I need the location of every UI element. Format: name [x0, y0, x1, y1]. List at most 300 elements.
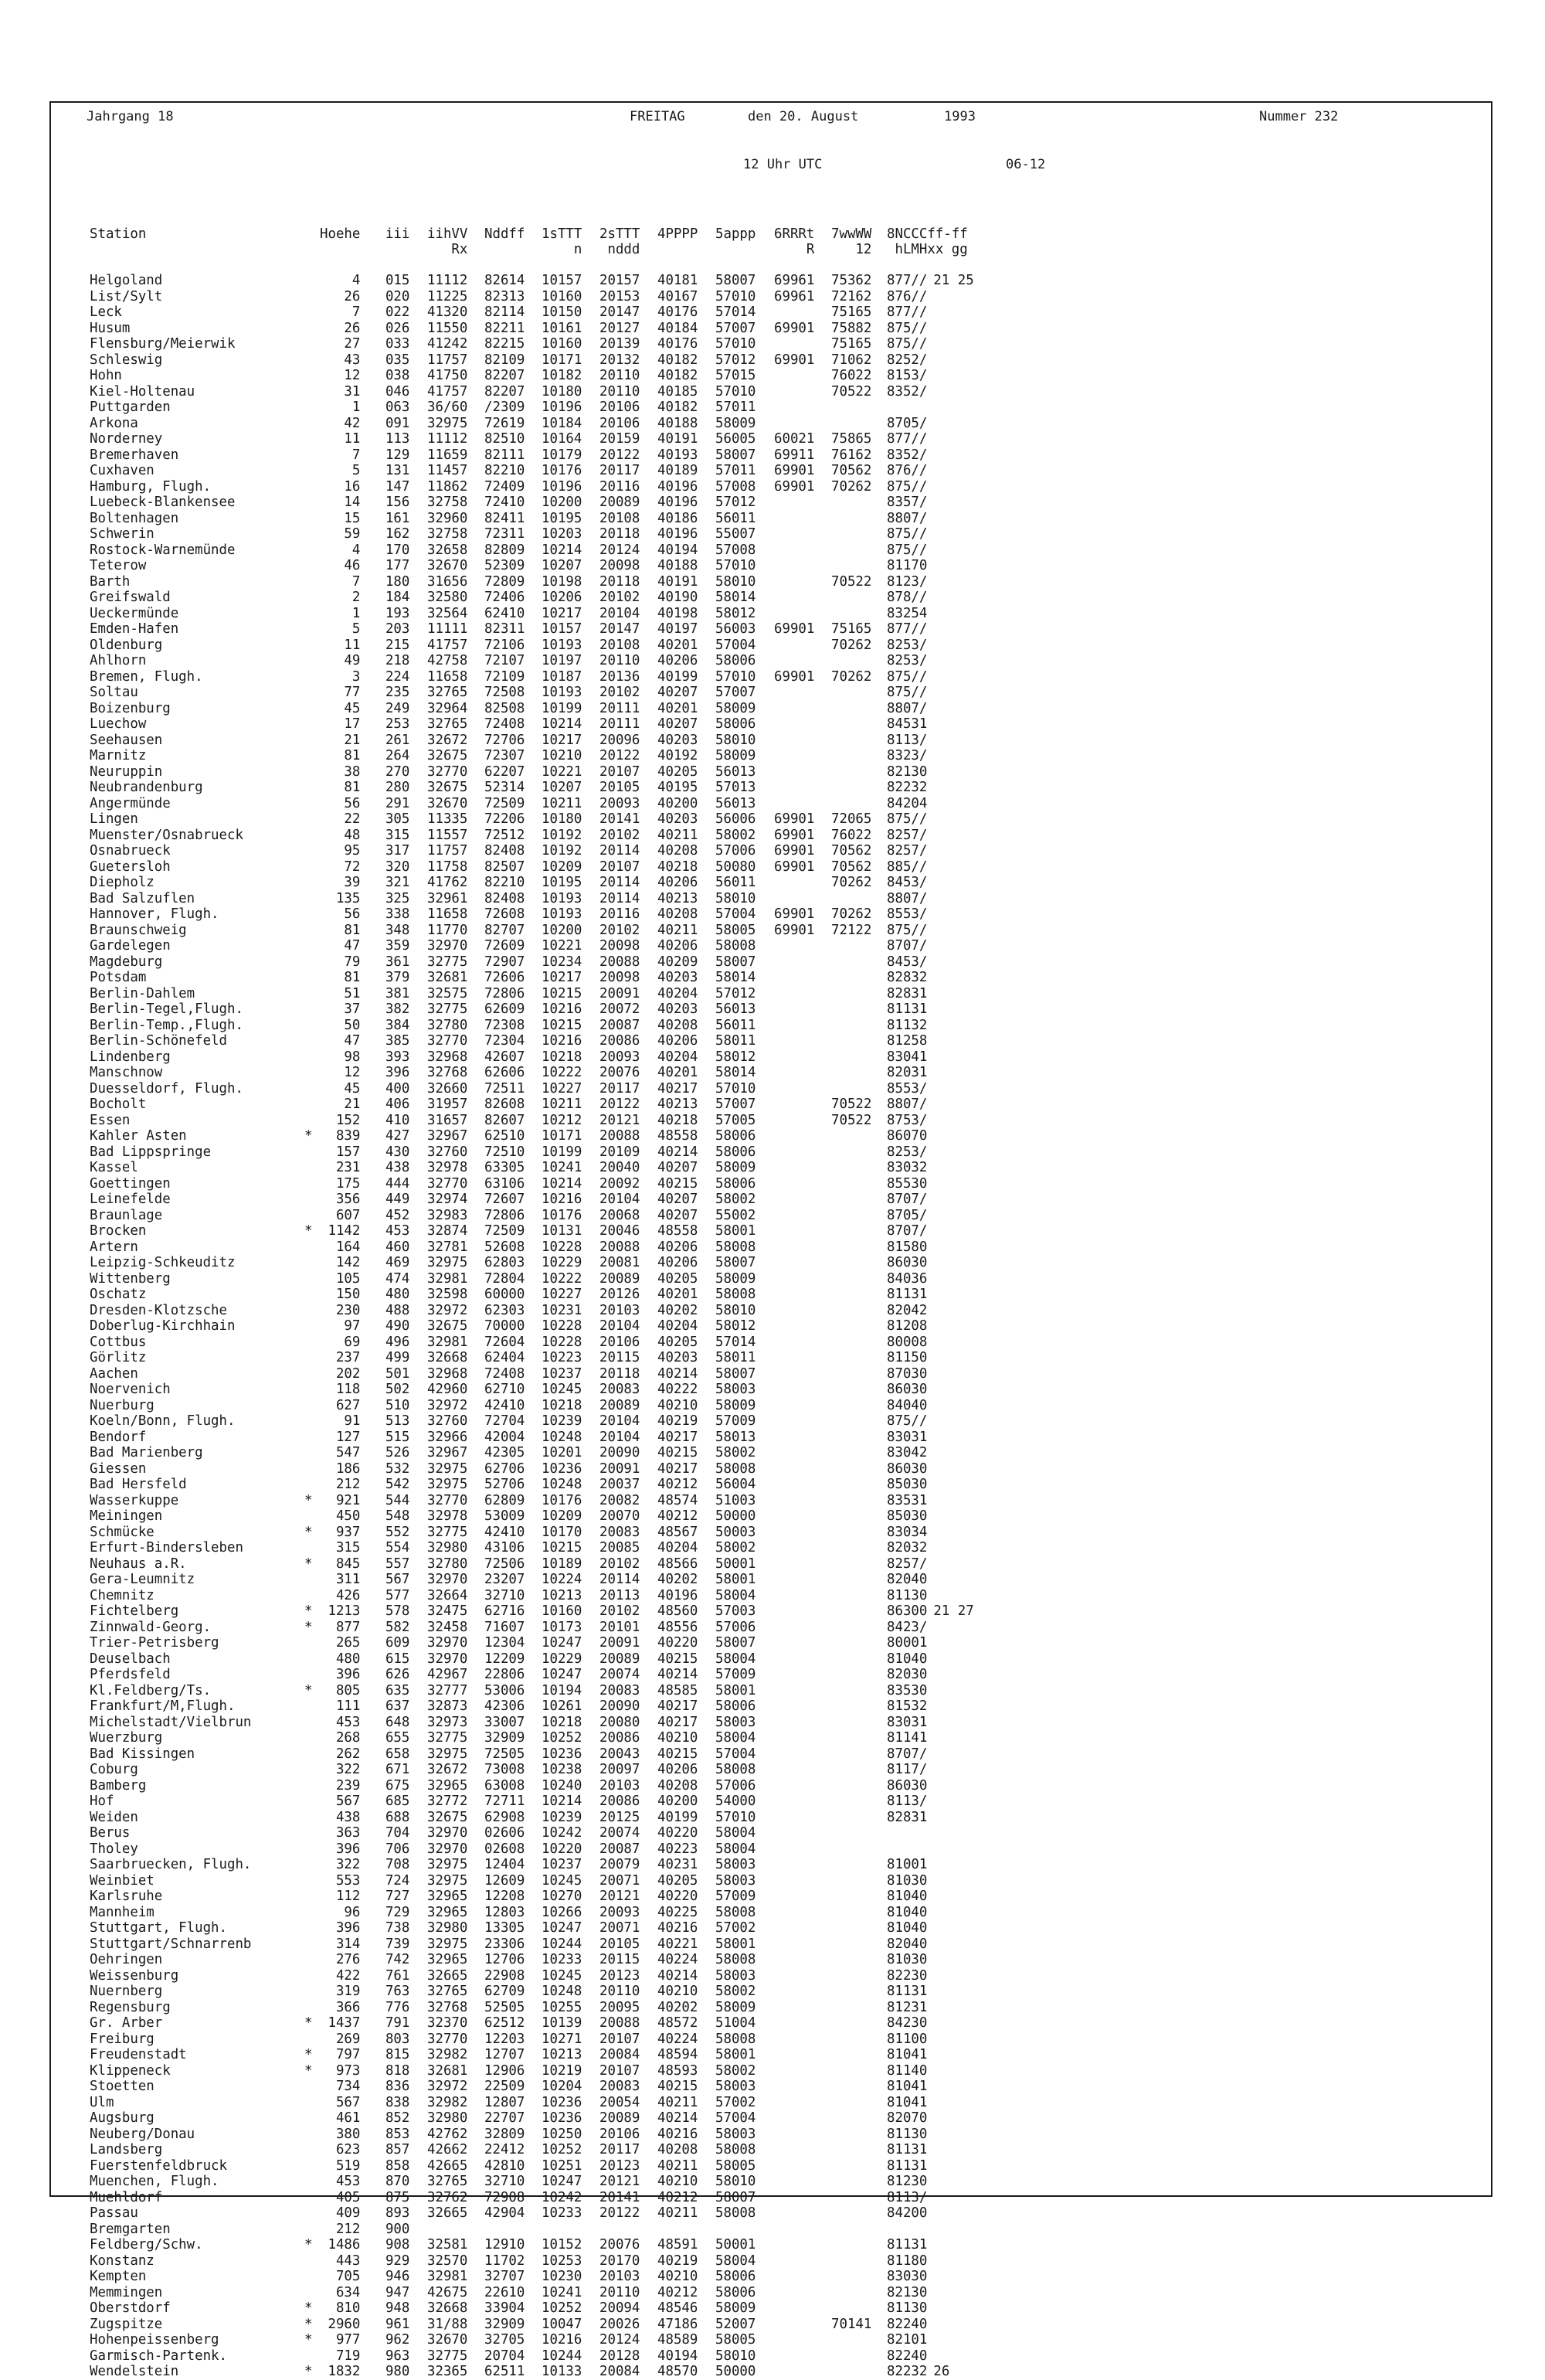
iihvv-cell: 32968 — [427, 1365, 468, 1382]
weather-cell — [814, 2142, 871, 2158]
iii-cell: 359 — [385, 938, 410, 954]
temp-cell: 10209 — [542, 1508, 582, 1524]
pressure-cell: 40214 — [657, 1365, 698, 1382]
pressure-cell: 48546 — [657, 2300, 698, 2316]
col-header-hoehe-sub — [320, 242, 360, 257]
station-name: Boizenburg — [90, 700, 171, 716]
gust-cell — [927, 638, 980, 654]
hoehe-cell: 2 — [351, 590, 361, 605]
station-name: Lingen — [90, 811, 138, 827]
gust-cell — [927, 1620, 980, 1636]
iihvv-cell: 32570 — [427, 2252, 468, 2269]
precip-cell — [756, 1905, 814, 1921]
iihvv-cell: 11225 — [427, 288, 468, 304]
iihvv-cell: 32458 — [427, 1619, 468, 1635]
hoehe-cell: 31 — [344, 383, 361, 400]
nddff-cell: 11702 — [484, 2252, 525, 2269]
iihvv-cell: 32670 — [427, 2332, 468, 2348]
spacer-cell — [90, 257, 980, 273]
precip-cell — [756, 685, 814, 701]
cloud-cell: 85530 — [887, 1175, 928, 1192]
station-name: Luebeck-Blankensee — [90, 495, 236, 510]
table-row — [90, 764, 980, 780]
precip-cell — [756, 1160, 814, 1176]
tendency-cell: 58013 — [715, 1429, 756, 1445]
gust-cell — [927, 1635, 980, 1651]
precip-cell — [756, 1033, 814, 1049]
cloud-cell: 82032 — [887, 1540, 928, 1556]
col-header-iii-sub — [360, 242, 409, 257]
table-row — [90, 2127, 980, 2143]
iii-cell: 858 — [385, 2157, 410, 2174]
iii-cell: 515 — [385, 1429, 410, 1445]
tendency-cell: 58003 — [715, 1382, 756, 1397]
pressure-cell: 48589 — [657, 2332, 698, 2348]
table-row — [90, 1936, 980, 1953]
tendency-cell: 50001 — [715, 2237, 756, 2252]
col-header-5appp: 5appp — [715, 226, 756, 242]
hoehe-cell: 1142 — [328, 1223, 361, 1239]
height-marker: * — [304, 1603, 313, 1619]
height-marker — [304, 685, 320, 701]
weather-cell — [814, 1430, 871, 1446]
gust-cell — [927, 1936, 980, 1953]
pressure-cell: 40211 — [657, 2205, 698, 2221]
pressure-cell: 40203 — [657, 732, 698, 748]
station-name: Diepholz — [90, 875, 154, 890]
temp2-cell: 20105 — [599, 1936, 640, 1952]
nddff-cell: 22412 — [484, 2142, 525, 2157]
col-header-4pppp: 4PPPP — [657, 226, 698, 242]
precip-cell — [756, 780, 814, 796]
temp2-cell: 20114 — [599, 1572, 640, 1587]
precip-cell — [756, 1841, 814, 1858]
hoehe-cell: 212 — [335, 1477, 361, 1492]
temp2-cell: 20091 — [599, 985, 640, 1001]
table-row — [90, 1366, 980, 1382]
gust-cell — [927, 1730, 980, 1746]
weather-cell — [814, 1271, 871, 1287]
temp2-cell: 20093 — [599, 1904, 640, 1920]
table-row — [90, 1239, 980, 1256]
hoehe-cell: 47 — [344, 1033, 361, 1049]
cloud-cell: 81030 — [887, 1872, 928, 1889]
iihvv-cell: 32960 — [427, 510, 468, 526]
iihvv-cell: 32664 — [427, 1587, 468, 1603]
table-row — [90, 304, 980, 321]
temp2-cell: 20102 — [599, 1556, 640, 1572]
tendency-cell: 58008 — [715, 1460, 756, 1477]
tendency-cell: 57012 — [715, 985, 756, 1001]
temp2-cell: 20097 — [599, 1762, 640, 1777]
iihvv-cell: 32775 — [427, 1524, 468, 1540]
iihvv-cell: 32973 — [427, 1714, 468, 1730]
hoehe-cell: 567 — [335, 1794, 361, 1809]
temp2-cell: 20110 — [599, 653, 640, 668]
pressure-cell: 40167 — [657, 288, 698, 304]
height-marker — [304, 828, 320, 844]
cloud-cell: 876// — [887, 288, 928, 304]
tendency-cell: 57010 — [715, 1809, 756, 1825]
nddff-cell: 72511 — [484, 1080, 525, 1096]
cloud-cell: 875// — [887, 336, 928, 352]
cloud-cell: 82230 — [887, 1967, 928, 1984]
iii-cell: 161 — [385, 510, 410, 526]
iihvv-cell: 32768 — [427, 1065, 468, 1080]
precip-cell — [756, 1762, 814, 1778]
height-marker — [304, 1825, 320, 1841]
synop-table — [90, 226, 980, 2380]
cloud-cell: 81100 — [887, 2031, 928, 2047]
gust-cell — [927, 1192, 980, 1208]
precip-cell — [756, 1477, 814, 1493]
iihvv-cell: 32978 — [427, 1160, 468, 1175]
weather-cell — [814, 1603, 871, 1620]
station-name: Weinbiet — [90, 1872, 154, 1889]
weather-cell: 70262 — [831, 906, 872, 922]
cloud-cell: 86030 — [887, 1460, 928, 1477]
precip-cell — [756, 1239, 814, 1256]
nddff-cell: 72406 — [484, 590, 525, 605]
pressure-cell: 40192 — [657, 748, 698, 763]
cloud-cell: 8453/ — [887, 875, 928, 890]
precip-cell — [756, 1603, 814, 1620]
temp-cell: 10217 — [542, 970, 582, 985]
height-marker — [304, 1936, 320, 1953]
station-name: Guetersloh — [90, 858, 171, 875]
temp2-cell: 20088 — [599, 954, 640, 970]
gust-cell — [927, 1905, 980, 1921]
pressure-cell: 40206 — [657, 938, 698, 954]
hoehe-cell: 16 — [344, 478, 361, 495]
table-row — [90, 1049, 980, 1066]
temp2-cell: 20092 — [599, 1175, 640, 1192]
weather-cell — [814, 1081, 871, 1097]
table-row — [90, 811, 980, 828]
iii-cell: 729 — [385, 1904, 410, 1920]
iii-cell: 270 — [385, 763, 410, 780]
table-row — [90, 273, 980, 289]
iii-cell: 510 — [385, 1397, 410, 1413]
temp2-cell: 20071 — [599, 1920, 640, 1936]
nddff-cell: 72510 — [484, 1144, 525, 1160]
iihvv-cell: 32965 — [427, 1889, 468, 1904]
iihvv-cell: 32968 — [427, 1049, 468, 1065]
nddff-cell: 62511 — [484, 2364, 525, 2379]
tendency-cell: 58006 — [715, 1698, 756, 1714]
tendency-cell: 58005 — [715, 2157, 756, 2174]
temp2-cell: 20089 — [599, 2110, 640, 2126]
col-header-8nccc: 8NCCC — [887, 226, 928, 242]
precip-cell: 69911 — [774, 447, 815, 463]
gust-cell — [927, 1065, 980, 1081]
tendency-cell: 58004 — [715, 2252, 756, 2269]
table-row — [90, 431, 980, 447]
cloud-cell: 83041 — [887, 1049, 928, 1065]
hoehe-cell: 937 — [335, 1524, 361, 1540]
iii-cell: 253 — [385, 716, 410, 732]
height-marker: * — [304, 2237, 313, 2252]
temp-cell: 10189 — [542, 1556, 582, 1572]
pressure-cell: 40231 — [657, 1857, 698, 1872]
tendency-cell: 58007 — [715, 447, 756, 463]
gust-cell — [927, 1984, 980, 2000]
gust-cell — [927, 843, 980, 859]
temp-cell: 10240 — [542, 1777, 582, 1794]
hoehe-cell: 45 — [344, 700, 361, 716]
year-label: 1993 — [944, 109, 976, 124]
station-name: Stuttgart/Schnarrenb — [90, 1936, 252, 1952]
tendency-cell: 58008 — [715, 1952, 756, 1967]
precip-cell — [756, 1382, 814, 1398]
weather-cell — [814, 1936, 871, 1953]
gust-cell — [927, 1208, 980, 1224]
col-header-4pppp-sub — [640, 242, 698, 257]
table-row — [90, 1477, 980, 1493]
hoehe-cell: 12 — [344, 1065, 361, 1080]
precip-cell — [756, 1144, 814, 1161]
height-marker — [304, 1081, 320, 1097]
iii-cell: 162 — [385, 526, 410, 542]
weather-cell — [814, 1572, 871, 1588]
temp-cell: 10192 — [542, 827, 582, 843]
height-marker — [304, 463, 320, 479]
nddff-cell: 71607 — [484, 1619, 525, 1635]
nddff-cell: 62809 — [484, 1492, 525, 1508]
cloud-cell: 81130 — [887, 2126, 928, 2142]
iii-cell: 406 — [385, 1096, 410, 1112]
iii-cell: 321 — [385, 875, 410, 890]
iihvv-cell: 32983 — [427, 1207, 468, 1223]
cloud-cell: 82240 — [887, 2348, 928, 2364]
height-marker — [304, 447, 320, 464]
height-marker — [304, 653, 320, 669]
hoehe-cell: 839 — [335, 1128, 361, 1144]
pressure-cell: 48585 — [657, 1682, 698, 1698]
temp-cell: 10247 — [542, 1635, 582, 1651]
table-row — [90, 574, 980, 590]
hoehe-cell: 547 — [335, 1445, 361, 1460]
col-header-6rrrt: 6RRRt — [774, 226, 815, 242]
hoehe-cell: 396 — [335, 1841, 361, 1857]
tendency-cell: 58004 — [715, 1651, 756, 1667]
tendency-cell: 57009 — [715, 1889, 756, 1904]
cloud-cell — [871, 1825, 927, 1841]
station-name: Luechow — [90, 716, 147, 732]
temp-cell: 10228 — [542, 1239, 582, 1255]
temp2-cell: 20074 — [599, 1825, 640, 1841]
height-marker — [304, 606, 320, 622]
period-label: 06-12 — [1006, 157, 1046, 172]
tendency-cell: 58008 — [715, 1762, 756, 1777]
height-marker — [304, 1413, 320, 1430]
cloud-cell: 878// — [887, 590, 928, 605]
station-name: Berlin-Tegel,Flugh. — [90, 1001, 243, 1017]
station-name: Neuhaus a.R. — [90, 1556, 187, 1572]
temp2-cell: 20147 — [599, 621, 640, 637]
tendency-cell: 57015 — [715, 368, 756, 383]
temp2-cell: 20125 — [599, 1809, 640, 1825]
iihvv-cell: 11659 — [427, 447, 468, 463]
tendency-cell: 57014 — [715, 1334, 756, 1350]
iihvv-cell: 32874 — [427, 1223, 468, 1239]
pressure-cell: 40212 — [657, 1508, 698, 1524]
nddff-cell: 82211 — [484, 320, 525, 336]
tendency-cell: 55007 — [715, 526, 756, 542]
hoehe-cell: 1 — [351, 400, 361, 415]
col-header-7wwww-sub: 12 — [855, 242, 872, 257]
gust-cell — [927, 669, 980, 685]
temp2-cell: 20117 — [599, 1080, 640, 1096]
station-name: List/Sylt — [90, 288, 163, 304]
table-row — [90, 352, 980, 369]
gust-cell — [927, 1508, 980, 1525]
iihvv-cell: 32965 — [427, 1777, 468, 1794]
gust-cell — [927, 2348, 980, 2365]
tendency-cell: 58003 — [715, 1714, 756, 1730]
gust-cell — [927, 2300, 980, 2317]
precip-cell — [756, 511, 814, 527]
temp2-cell: 20070 — [599, 1508, 640, 1524]
cloud-cell: 81131 — [887, 2237, 928, 2252]
pressure-cell: 40208 — [657, 906, 698, 922]
nddff-cell: 62706 — [484, 1460, 525, 1477]
station-name: Arkona — [90, 415, 138, 431]
height-marker — [304, 2269, 320, 2285]
gust-cell — [927, 2285, 980, 2301]
hoehe-cell: 276 — [335, 1952, 361, 1967]
tendency-cell: 58004 — [715, 1730, 756, 1746]
height-marker — [304, 321, 320, 337]
station-name: Essen — [90, 1112, 131, 1128]
iihvv-cell: 32660 — [427, 1080, 468, 1096]
nddff-cell: 62710 — [484, 1382, 525, 1397]
hoehe-cell: 734 — [335, 2079, 361, 2094]
cloud-cell: 81580 — [887, 1239, 928, 1255]
nddff-cell: 82614 — [484, 273, 525, 288]
temp-cell: 10195 — [542, 875, 582, 890]
pressure-cell: 40203 — [657, 1001, 698, 1017]
temp2-cell: 20124 — [599, 542, 640, 558]
tendency-cell: 57013 — [715, 780, 756, 795]
iihvv-cell: 32972 — [427, 1397, 468, 1413]
station-name: Klippeneck — [90, 2062, 171, 2079]
weather-cell — [814, 1857, 871, 1873]
precip-cell — [756, 2174, 814, 2190]
temp-cell: 10248 — [542, 1984, 582, 1999]
station-name: Berlin-Temp.,Flugh. — [90, 1017, 243, 1033]
nddff-cell: 43106 — [484, 1540, 525, 1556]
nddff-cell: 72608 — [484, 906, 525, 922]
precip-cell — [756, 2095, 814, 2111]
station-name: Zugspitze — [90, 2316, 163, 2332]
tendency-cell: 52007 — [715, 2316, 756, 2332]
nddff-cell: 12707 — [484, 2047, 525, 2062]
nddff-cell: 72804 — [484, 1270, 525, 1287]
gust-cell — [927, 653, 980, 669]
tendency-cell: 56004 — [715, 1477, 756, 1492]
height-marker — [304, 1746, 320, 1763]
table-row — [90, 447, 980, 464]
pressure-cell: 40205 — [657, 763, 698, 780]
precip-cell — [756, 1096, 814, 1113]
height-marker — [304, 1334, 320, 1351]
temp2-cell: 20046 — [599, 1223, 640, 1239]
station-name: Angermünde — [90, 795, 171, 811]
nddff-cell: 82109 — [484, 352, 525, 368]
temp-cell: 10215 — [542, 985, 582, 1001]
precip-cell — [756, 1065, 814, 1081]
weather-cell — [814, 2110, 871, 2127]
temp2-cell: 20104 — [599, 605, 640, 621]
gust-cell — [927, 811, 980, 828]
precip-cell — [756, 638, 814, 654]
table-row — [90, 511, 980, 527]
iihvv-cell: 11658 — [427, 906, 468, 922]
weather-cell — [814, 1255, 871, 1271]
gust-cell — [927, 558, 980, 574]
table-row — [90, 1334, 980, 1351]
tendency-cell: 58011 — [715, 1350, 756, 1365]
temp2-cell: 20107 — [599, 2031, 640, 2047]
gust-cell — [927, 542, 980, 559]
gust-cell — [927, 1556, 980, 1572]
pressure-cell: 40191 — [657, 431, 698, 447]
weather-cell: 75882 — [831, 320, 872, 336]
table-row — [90, 368, 980, 384]
pressure-cell: 40200 — [657, 1794, 698, 1809]
station-name: Schmücke — [90, 1524, 154, 1540]
iihvv-cell: 36/60 — [427, 400, 468, 415]
precip-cell — [756, 1651, 814, 1668]
hoehe-cell: 4 — [351, 273, 361, 288]
iihvv-cell: 32775 — [427, 1001, 468, 1017]
tendency-cell: 51004 — [715, 2015, 756, 2031]
hoehe-cell: 26 — [344, 288, 361, 304]
temp-cell: 10223 — [542, 1350, 582, 1365]
station-name: Flensburg/Meierwik — [90, 336, 236, 352]
temp2-cell: 20118 — [599, 573, 640, 590]
table-row — [90, 2015, 980, 2032]
gust-cell — [927, 1239, 980, 1256]
height-marker — [304, 1857, 320, 1873]
gust-cell — [927, 1920, 980, 1936]
gust-cell — [927, 1113, 980, 1129]
precip-cell — [756, 2205, 814, 2222]
nddff-cell: 12304 — [484, 1635, 525, 1651]
height-marker — [304, 1350, 320, 1366]
station-name: Frankfurt/M,Flugh. — [90, 1698, 236, 1714]
table-row — [90, 1620, 980, 1636]
station-name: Norderney — [90, 431, 163, 447]
weather-cell — [814, 1968, 871, 1984]
temp2-cell: 20126 — [599, 1287, 640, 1302]
table-row — [90, 780, 980, 796]
cloud-cell: 875// — [887, 685, 928, 700]
tendency-cell: 58008 — [715, 2031, 756, 2047]
height-marker — [304, 1001, 320, 1018]
temp-cell: 10133 — [542, 2364, 582, 2379]
col-header-iii: iii — [385, 226, 410, 242]
temp2-cell: 20076 — [599, 1065, 640, 1080]
temp2-cell: 20096 — [599, 732, 640, 748]
tendency-cell: 58001 — [715, 2047, 756, 2062]
hoehe-cell: 634 — [335, 2284, 361, 2300]
temp2-cell: 20114 — [599, 875, 640, 890]
height-marker — [304, 1477, 320, 1493]
height-marker — [304, 1366, 320, 1382]
temp2-cell: 20101 — [599, 1619, 640, 1635]
